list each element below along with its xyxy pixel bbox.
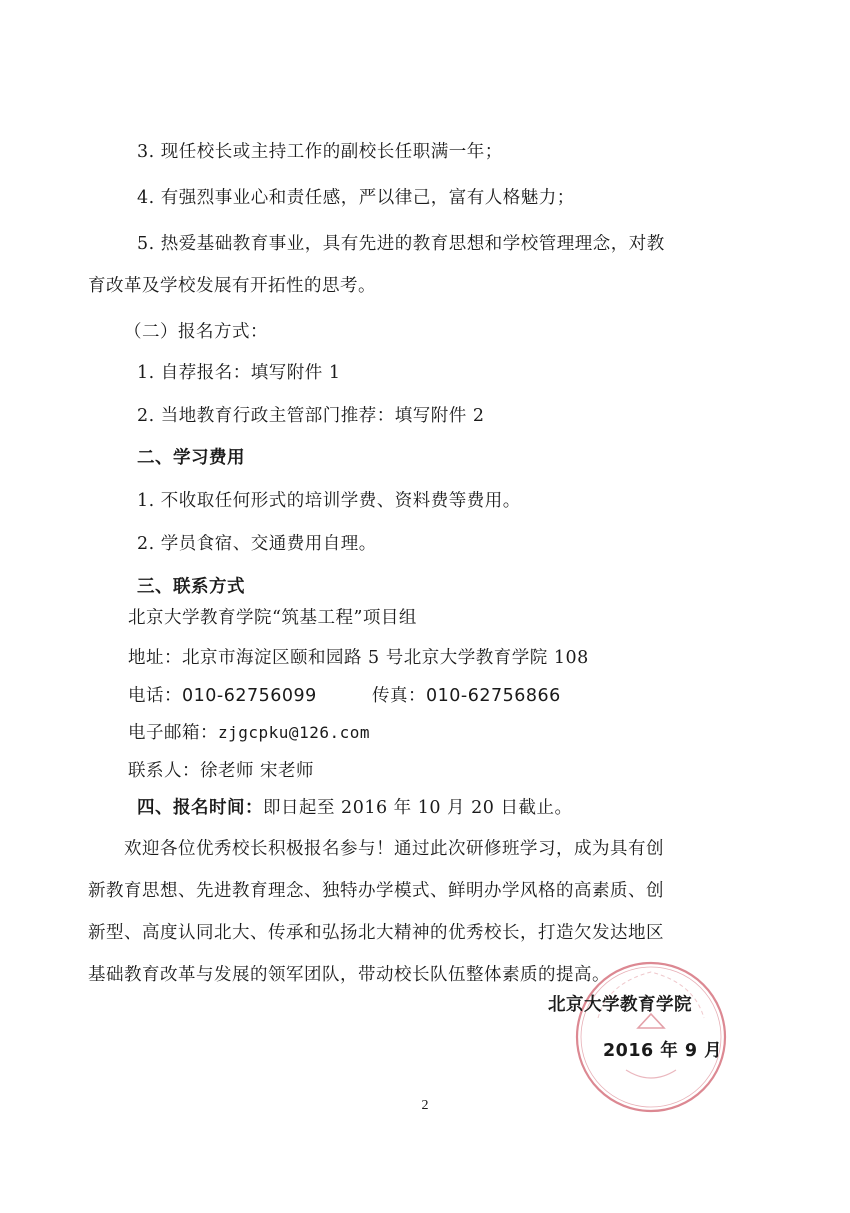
contact-address: 地址：北京市海淀区颐和园路 5 号北京大学教育学院 108 bbox=[128, 648, 589, 668]
closing-line-4: 基础教育改革与发展的领军团队，带动校长队伍整体素质的提高。 bbox=[88, 965, 610, 985]
requirement-item-4: 4. 有强烈事业心和责任感，严以律己，富有人格魅力； bbox=[137, 188, 575, 208]
closing-line-1: 欢迎各位优秀校长积极报名参与！通过此次研修班学习，成为具有创 bbox=[124, 839, 664, 859]
contact-org: 北京大学教育学院“筑基工程”项目组 bbox=[128, 608, 417, 628]
signature-org: 北京大学教育学院 bbox=[548, 995, 692, 1015]
deadline-text: 即日起至 2016 年 10 月 20 日截止。 bbox=[263, 798, 573, 818]
phone-number: 010-62756099 bbox=[182, 686, 317, 706]
contact-phone-row bbox=[128, 685, 317, 707]
contact-people: 联系人：徐老师 宋老师 bbox=[128, 761, 315, 781]
registration-heading: （二）报名方式： bbox=[124, 322, 268, 342]
fees-item-2: 2. 学员食宿、交通费用自理。 bbox=[137, 534, 377, 554]
fees-item-1: 1. 不收取任何形式的培训学费、资料费等费用。 bbox=[137, 491, 521, 511]
phone-label: 电话： bbox=[128, 686, 182, 706]
deadline-row bbox=[137, 797, 572, 819]
registration-item-2: 2. 当地教育行政主管部门推荐：填写附件 2 bbox=[137, 406, 485, 426]
email-address: zjgcpku@126.com bbox=[218, 723, 370, 742]
signature-date: 2016 年 9 月 bbox=[603, 1041, 723, 1061]
fax-number: 010-62756866 bbox=[426, 686, 561, 706]
closing-line-3: 新型、高度认同北大、传承和弘扬北大精神的优秀校长，打造欠发达地区 bbox=[88, 923, 664, 943]
contact-fax-row bbox=[372, 685, 561, 707]
fax-label: 传真： bbox=[372, 686, 426, 706]
deadline-heading: 四、报名时间： bbox=[137, 798, 263, 818]
closing-line-2: 新教育思想、先进教育理念、独特办学模式、鲜明办学风格的高素质、创 bbox=[88, 881, 664, 901]
contact-email-row bbox=[128, 722, 370, 744]
requirement-item-3: 3. 现任校长或主持工作的副校长任职满一年； bbox=[137, 142, 503, 162]
contact-heading: 三、联系方式 bbox=[137, 577, 245, 597]
registration-item-1: 1. 自荐报名：填写附件 1 bbox=[137, 363, 341, 383]
fees-heading: 二、学习费用 bbox=[137, 448, 245, 468]
email-label: 电子邮箱： bbox=[128, 723, 218, 743]
requirement-item-5-line-1: 5. 热爱基础教育事业，具有先进的教育思想和学校管理理念，对教 bbox=[137, 234, 665, 254]
page-number: 2 bbox=[421, 1098, 429, 1113]
closing-line-4-wrap bbox=[88, 944, 610, 985]
requirement-item-5-line-2: 育改革及学校发展有开拓性的思考。 bbox=[88, 276, 376, 296]
